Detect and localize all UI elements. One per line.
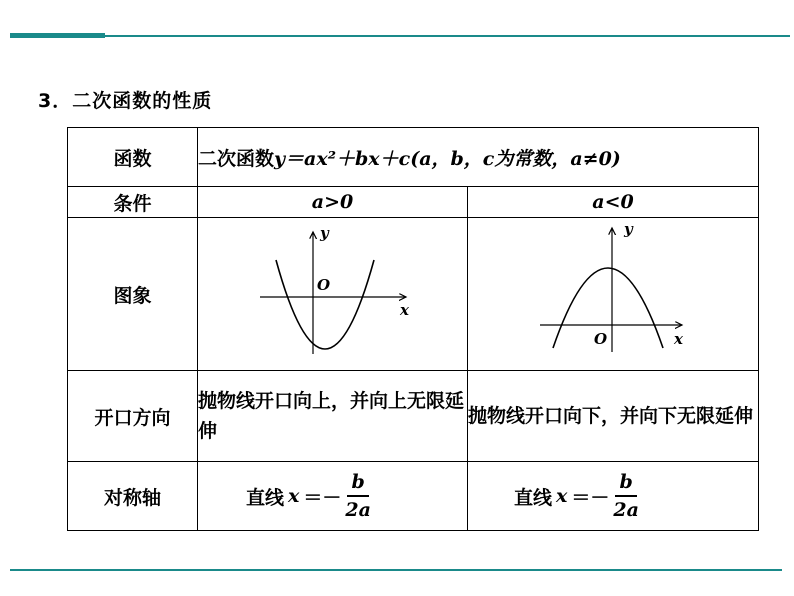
graph-downward-cell xyxy=(468,218,759,371)
origin-label: O xyxy=(594,330,608,348)
axis-positive xyxy=(198,462,468,531)
axis-eq: ＝－ xyxy=(303,486,342,509)
axis-var: x xyxy=(556,485,568,507)
origin-label: O xyxy=(317,276,331,294)
section-title: 3．二次函数的性质 xyxy=(38,90,213,112)
graph-downward-parabola xyxy=(468,218,758,365)
fraction-numerator: b xyxy=(347,469,368,497)
row-graph xyxy=(68,218,759,371)
label-opening: 开口方向 xyxy=(68,371,198,462)
top-accent-bar-thick xyxy=(10,33,105,38)
x-axis-label: x xyxy=(400,301,409,319)
row-symmetry-axis xyxy=(68,462,759,531)
row-function xyxy=(68,128,759,187)
label-condition: 条件 xyxy=(68,187,198,218)
axis-prefix: 直线 xyxy=(246,486,285,509)
bottom-accent-bar xyxy=(10,569,782,571)
formula-expression: y＝ax²＋bx＋c(a，b，c为常数，a≠0) xyxy=(274,147,621,170)
condition-positive: a>0 xyxy=(198,187,468,218)
graph-upward-cell xyxy=(198,218,468,371)
label-graph: 图象 xyxy=(68,218,198,371)
parabola-curve xyxy=(553,268,663,348)
axis-eq: ＝－ xyxy=(571,486,610,509)
top-accent-bar xyxy=(10,33,780,37)
y-axis-label: y xyxy=(320,224,329,242)
formula-prefix: 二次函数 xyxy=(198,147,275,170)
parabola-curve xyxy=(276,260,374,349)
axis-negative xyxy=(468,462,759,531)
row-condition xyxy=(68,187,759,218)
fraction-denominator: 2a xyxy=(613,499,639,521)
quadratic-properties-table xyxy=(67,127,759,531)
condition-negative: a<0 xyxy=(468,187,759,218)
label-symmetry-axis: 对称轴 xyxy=(68,462,198,531)
axis-fraction xyxy=(613,469,639,523)
axis-fraction xyxy=(345,469,371,523)
opening-desc-positive: 抛物线开口向上，并向上无限延伸 xyxy=(198,371,468,462)
fraction-numerator: b xyxy=(615,469,636,497)
fraction-denominator: 2a xyxy=(345,499,371,521)
label-function: 函数 xyxy=(68,128,198,187)
function-formula xyxy=(198,128,759,187)
axis-var: x xyxy=(288,485,300,507)
x-axis-label: x xyxy=(674,330,683,348)
graph-upward-parabola xyxy=(198,218,467,365)
opening-desc-negative: 抛物线开口向下，并向下无限延伸 xyxy=(468,371,759,462)
y-axis-label: y xyxy=(624,220,633,238)
row-opening xyxy=(68,371,759,462)
axis-prefix: 直线 xyxy=(514,486,553,509)
top-accent-bar-thin xyxy=(105,35,790,37)
